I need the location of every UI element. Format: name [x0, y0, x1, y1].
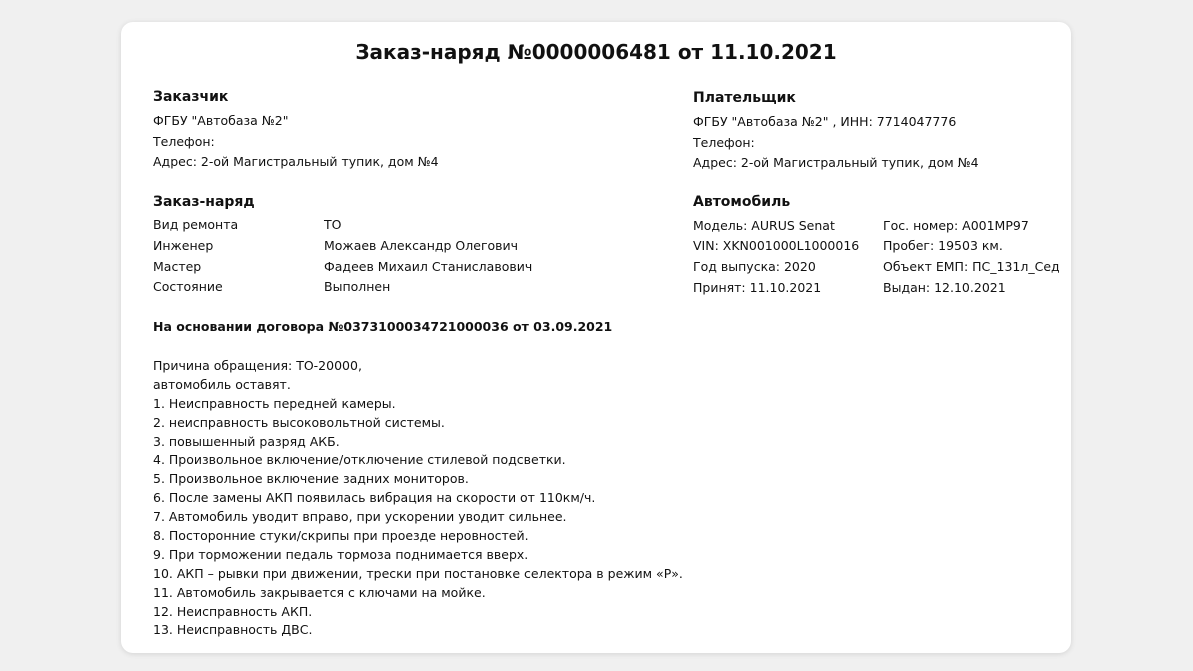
payer-heading: Плательщик	[693, 90, 796, 106]
order-heading: Заказ-наряд	[153, 194, 255, 210]
document-page	[121, 22, 1071, 653]
vehicle-plate: Гос. номер: А001МР97	[883, 218, 1029, 233]
reason-item: 4. Произвольное включение/отключение стилевой подсветки.	[153, 452, 566, 468]
vehicle-vin: VIN: XKN001000L1000016	[693, 238, 860, 253]
reason-intro: Причина обращения: ТО-20000,	[153, 358, 362, 373]
reason-item: 7. Автомобиль уводит вправо, при ускорении уводит сильнее.	[153, 509, 567, 525]
order-label-engineer: Инженер	[153, 238, 214, 253]
order-label-master: Мастер	[153, 259, 202, 274]
order-value-master: Фадеев Михаил Станиславович	[324, 259, 533, 274]
reason-item: 10. АКП – рывки при движении, трески при постановке селектора в режим «Р».	[153, 565, 683, 581]
reason-item: 8. Посторонние стуки/скрипы при проезде неровностей.	[153, 528, 529, 544]
payer-address: Адрес: 2-ой Магистральный тупик, дом №4	[693, 155, 979, 170]
reason-item: 12. Неисправность АКП.	[153, 603, 313, 619]
vehicle-issued: Выдан: 12.10.2021	[883, 280, 1006, 295]
reason-item: 11. Автомобиль закрывается с ключами на мойке.	[153, 584, 486, 600]
order-value-status: Выполнен	[324, 279, 391, 294]
reason-item: 3. повышенный разряд АКБ.	[153, 433, 340, 449]
customer-heading: Заказчик	[153, 89, 229, 105]
vehicle-model: Модель: AURUS Senat	[693, 218, 835, 233]
reason-list	[153, 357, 683, 640]
reason-note: автомобиль оставят.	[153, 376, 291, 392]
document-title: Заказ-наряд №0000006481 от 11.10.2021	[355, 40, 837, 64]
payer-phone: Телефон:	[693, 135, 755, 150]
customer-phone: Телефон:	[153, 134, 215, 149]
customer-address: Адрес: 2-ой Магистральный тупик, дом №4	[153, 154, 439, 169]
order-label-repair-type: Вид ремонта	[153, 217, 239, 232]
customer-name: ФГБУ "Автобаза №2"	[153, 113, 289, 128]
vehicle-mileage: Пробег: 19503 км.	[883, 238, 1003, 253]
vehicle-year: Год выпуска: 2020	[693, 259, 816, 274]
reason-item: 13. Неисправность ДВС.	[153, 622, 313, 638]
contract-basis: На основании договора №0373100034721000036 от 03.09.2021	[153, 319, 613, 334]
order-value-repair-type: ТО	[324, 217, 342, 232]
payer-name: ФГБУ "Автобаза №2" , ИНН: 7714047776	[693, 114, 957, 129]
reason-item: 6. После замены АКП появилась вибрация на скорости от 110км/ч.	[153, 490, 596, 506]
reason-item: 5. Произвольное включение задних мониторов.	[153, 471, 469, 487]
reason-item: 9. При торможении педаль тормоза поднимается вверх.	[153, 546, 529, 562]
vehicle-emp-object: Объект ЕМП: ПС_131л_Сед	[883, 259, 1060, 274]
reason-item: 1. Неисправность передней камеры.	[153, 395, 396, 411]
vehicle-accepted: Принят: 11.10.2021	[693, 280, 822, 295]
reason-item: 2. неисправность высоковольтной системы.	[153, 414, 445, 430]
vehicle-heading: Автомобиль	[693, 194, 791, 210]
order-label-status: Состояние	[153, 279, 223, 294]
order-value-engineer: Можаев Александр Олегович	[324, 238, 519, 253]
